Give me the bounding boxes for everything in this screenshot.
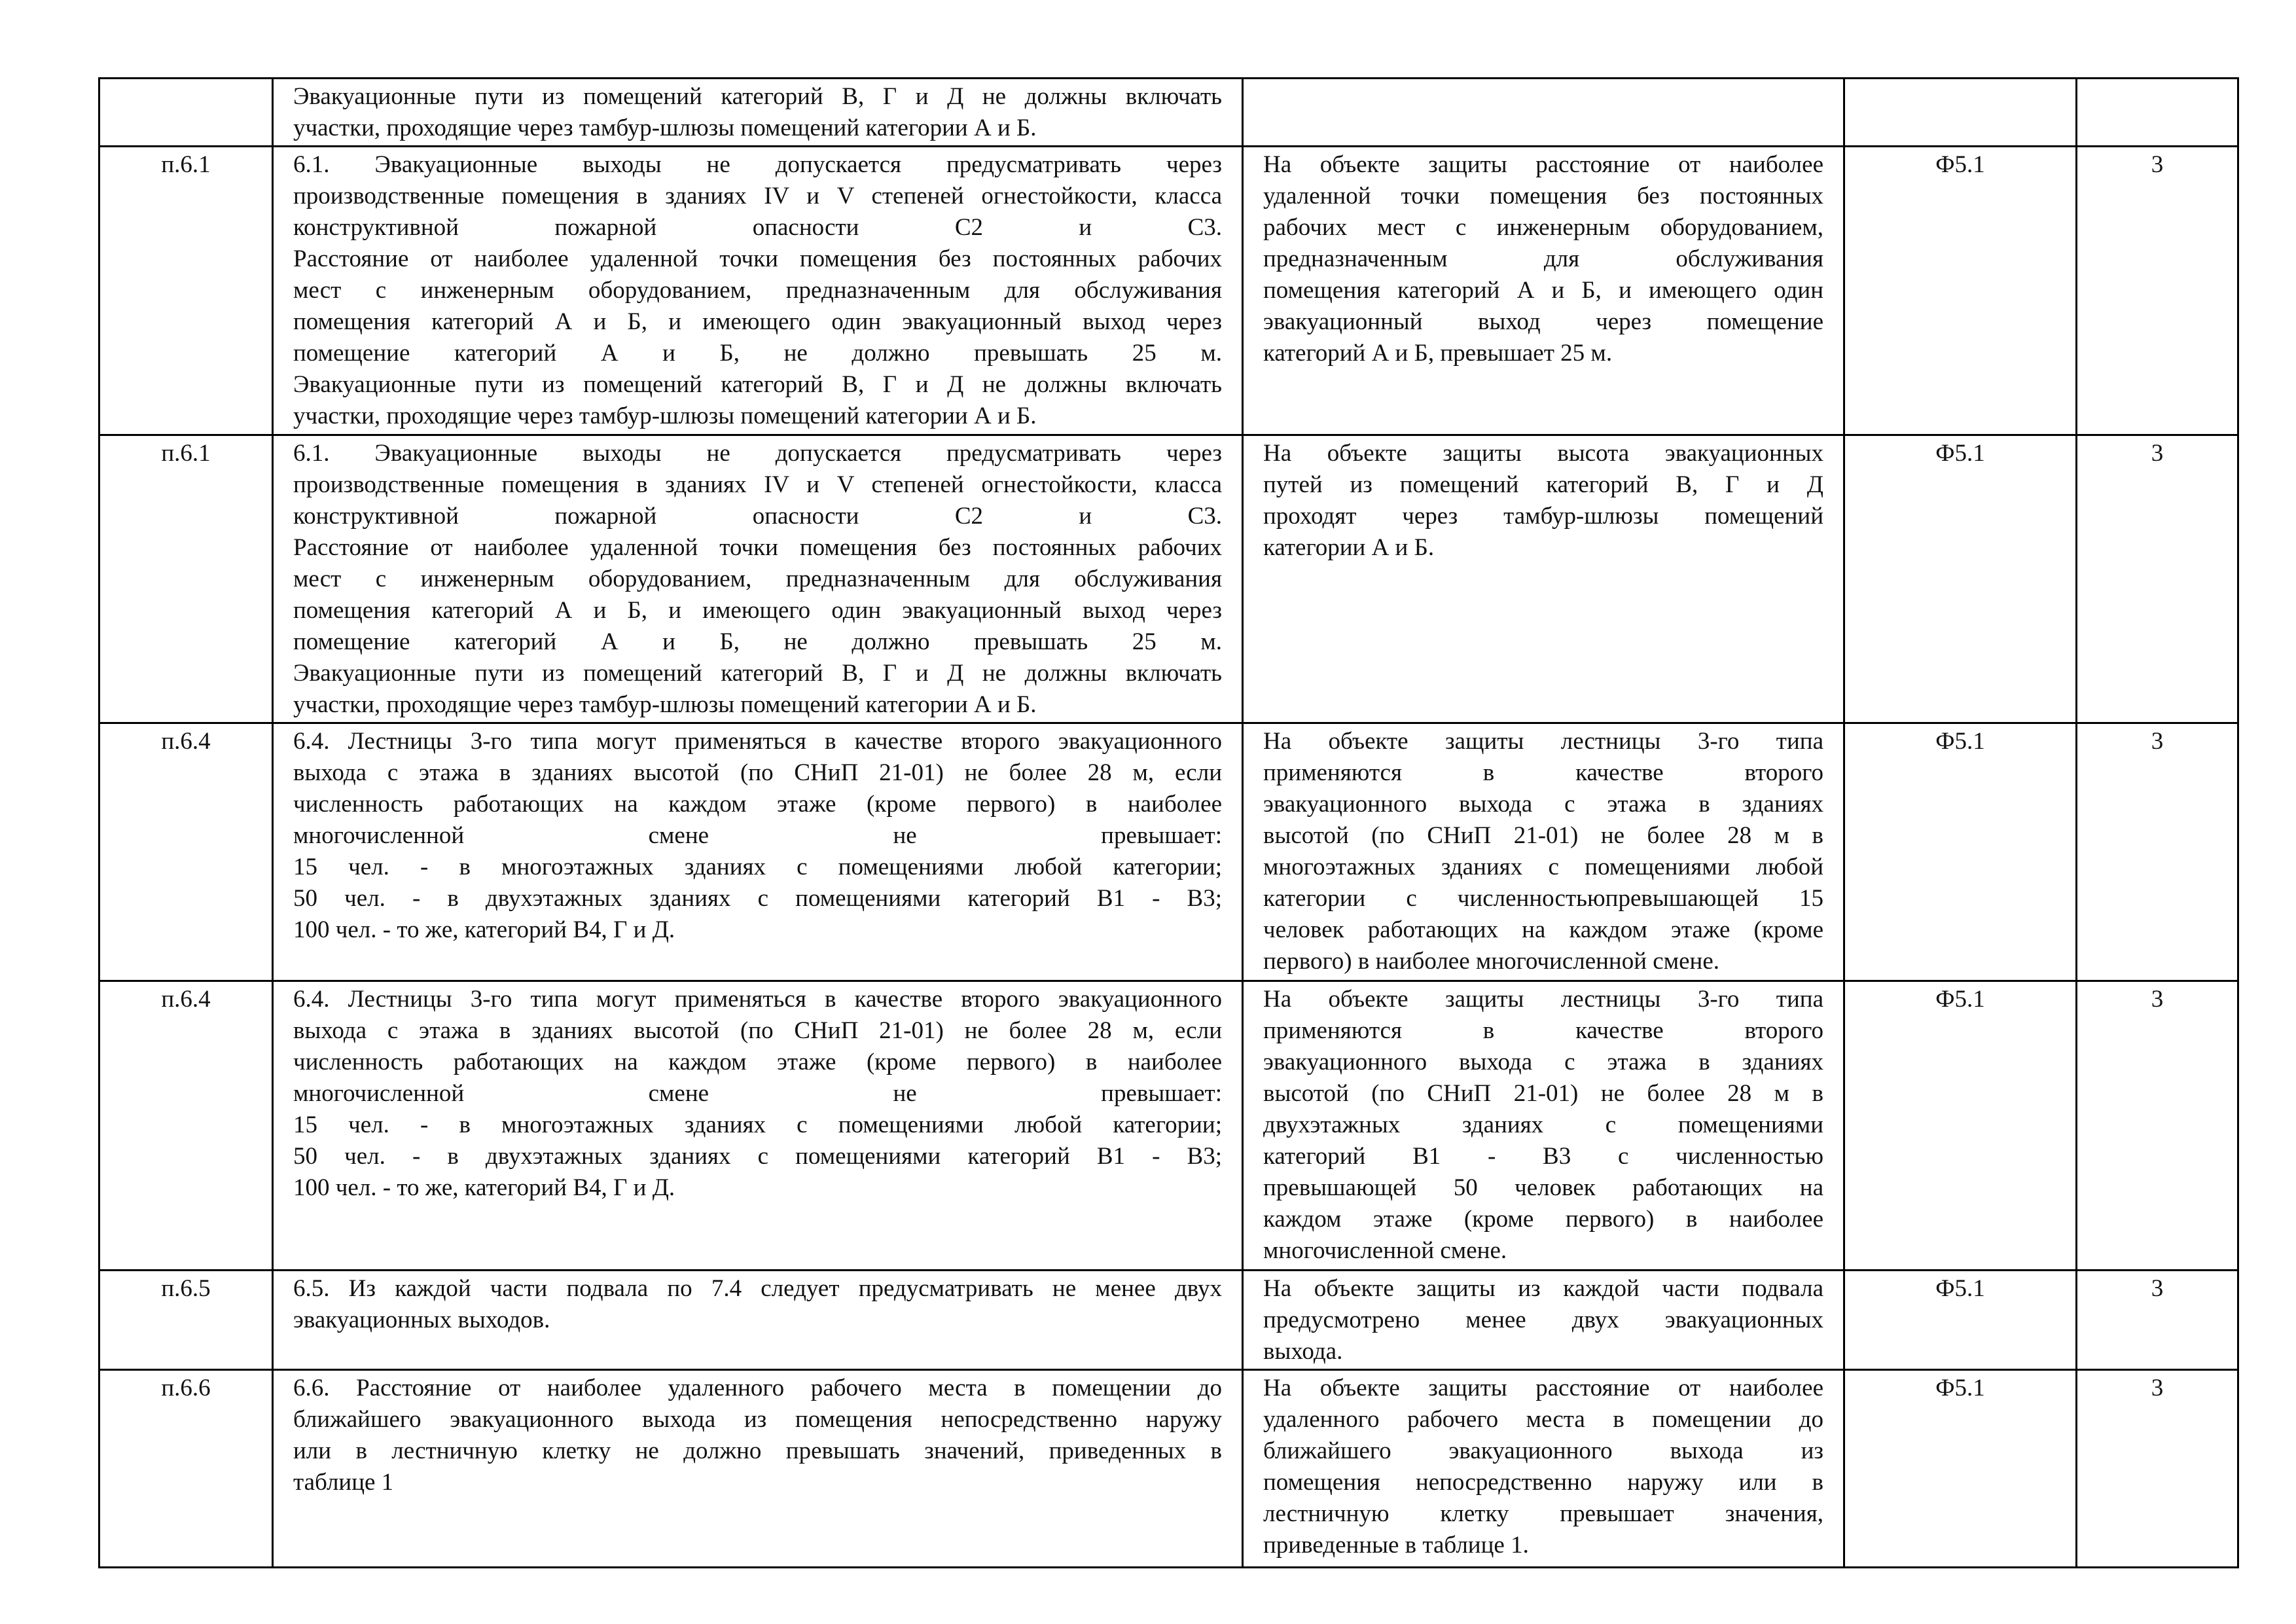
table-row	[99, 435, 2238, 723]
violation-line: удаленной точки помещения без постоянных	[1263, 183, 1823, 209]
requirement-line: 6.1. Эвакуационные выходы не допускается предусматривать через	[293, 440, 1222, 467]
clause-code-cell	[99, 435, 273, 723]
violation-line: На объекте защиты высота эвакуационных	[1263, 440, 1823, 467]
violation-line: предназначенным для обслуживания	[1263, 245, 1823, 272]
form-code-cell	[1844, 1370, 2077, 1568]
requirement-line: производственные помещения в зданиях IV и V степеней огнестойкости, класса	[293, 471, 1222, 498]
violation-cell	[1243, 147, 1844, 435]
number-cell	[2077, 981, 2238, 1271]
requirement-line: 100 чел. - то же, категорий В4, Г и Д.	[293, 916, 675, 943]
violation-line: На объекте защиты расстояние от наиболее	[1263, 151, 1823, 178]
number-cell	[2077, 435, 2238, 723]
violation-line: человек работающих на каждом этаже (кроме	[1263, 916, 1823, 943]
requirement-line: участки, проходящие через тамбур-шлюзы помещений категории А и Б.	[293, 403, 1037, 429]
requirement-line: 50 чел. - в двухэтажных зданиях с помещениями категорий В1 - В3;	[293, 885, 1222, 912]
requirement-line: Расстояние от наиболее удаленной точки помещения без постоянных рабочих	[293, 245, 1222, 272]
clause-code-cell	[99, 981, 273, 1271]
clause-code: п.6.6	[161, 1375, 211, 1401]
violation-line: На объекте защиты лестницы 3-го типа	[1263, 986, 1823, 1013]
violation-line: На объекте защиты из каждой части подвала	[1263, 1275, 1823, 1302]
requirement-line: численность работающих на каждом этаже (кроме первого) в наиболее	[293, 791, 1222, 818]
violation-cell	[1243, 1271, 1844, 1370]
clause-code: п.6.1	[161, 151, 211, 178]
table-row	[99, 1271, 2238, 1370]
violation-cell	[1243, 981, 1844, 1271]
violation-cell	[1243, 79, 1844, 147]
number-value: 3	[2151, 151, 2164, 178]
requirement-line: 100 чел. - то же, категорий В4, Г и Д.	[293, 1174, 675, 1201]
number-cell	[2077, 79, 2238, 147]
requirement-line: помещение категорий А и Б, не должно превышать 25 м.	[293, 628, 1222, 655]
violation-line: двухэтажных зданиях с помещениями	[1263, 1111, 1823, 1138]
number-cell	[2077, 147, 2238, 435]
requirement-line: Эвакуационные пути из помещений категорий В, Г и Д не должны включать	[293, 83, 1222, 110]
violation-line: удаленного рабочего места в помещении до	[1263, 1406, 1823, 1433]
violation-line: многочисленной смене.	[1263, 1237, 1507, 1264]
number-cell	[2077, 1370, 2238, 1568]
requirement-line: численность работающих на каждом этаже (кроме первого) в наиболее	[293, 1049, 1222, 1075]
clause-code: п.6.4	[161, 728, 211, 755]
form-code-cell	[1844, 981, 2077, 1271]
clause-code: п.6.5	[161, 1275, 211, 1302]
requirement-line: 6.1. Эвакуационные выходы не допускается предусматривать через	[293, 151, 1222, 178]
requirement-line: 6.6. Расстояние от наиболее удаленного рабочего места в помещении до	[293, 1375, 1222, 1401]
violation-line: каждом этаже (кроме первого) в наиболее	[1263, 1206, 1823, 1233]
form-code-cell	[1844, 435, 2077, 723]
requirement-line: эвакуационных выходов.	[293, 1307, 550, 1333]
requirement-line: участки, проходящие через тамбур-шлюзы помещений категории А и Б.	[293, 115, 1037, 141]
violation-line: лестничную клетку превышает значения,	[1263, 1500, 1823, 1527]
violation-line: эвакуационного выхода с этажа в зданиях	[1263, 791, 1823, 818]
requirement-line: ближайшего эвакуационного выхода из помещения непосредственно наружу	[293, 1406, 1222, 1433]
requirement-cell	[273, 723, 1243, 981]
requirement-line: многочисленной смене не превышает:	[293, 1080, 1222, 1107]
requirement-line: 6.4. Лестницы 3-го типа могут применяться в качестве второго эвакуационного	[293, 728, 1222, 755]
requirement-line: таблице 1	[293, 1469, 394, 1496]
requirement-line: 15 чел. - в многоэтажных зданиях с помещениями любой категории;	[293, 1111, 1222, 1138]
requirement-line: помещение категорий А и Б, не должно превышать 25 м.	[293, 340, 1222, 367]
violation-line: На объекте защиты лестницы 3-го типа	[1263, 728, 1823, 755]
requirement-cell	[273, 79, 1243, 147]
requirement-line: помещения категорий А и Б, и имеющего один эвакуационный выход через	[293, 308, 1222, 335]
table-row	[99, 723, 2238, 981]
violation-line: эвакуационный выход через помещение	[1263, 308, 1823, 335]
violation-line: применяются в качестве второго	[1263, 759, 1823, 786]
number-value: 3	[2151, 986, 2164, 1013]
requirement-line: 15 чел. - в многоэтажных зданиях с помещениями любой категории;	[293, 854, 1222, 880]
clause-code: п.6.1	[161, 440, 211, 467]
violation-line: категории А и Б.	[1263, 534, 1435, 561]
violation-line: категорий А и Б, превышает 25 м.	[1263, 340, 1613, 367]
requirement-line: Эвакуационные пути из помещений категорий В, Г и Д не должны включать	[293, 660, 1222, 687]
violation-line: превышающей 50 человек работающих на	[1263, 1174, 1823, 1201]
requirement-line: Эвакуационные пути из помещений категорий В, Г и Д не должны включать	[293, 371, 1222, 398]
violation-cell	[1243, 435, 1844, 723]
requirement-cell	[273, 1271, 1243, 1370]
requirement-cell	[273, 981, 1243, 1271]
form-code: Ф5.1	[1935, 728, 1985, 755]
clause-code-cell	[99, 147, 273, 435]
violation-line: высотой (по СНиП 21-01) не более 28 м в	[1263, 822, 1823, 849]
table-row	[99, 981, 2238, 1271]
number-cell	[2077, 723, 2238, 981]
requirement-line: конструктивной пожарной опасности С2 и С3.	[293, 503, 1222, 530]
violation-line: путей из помещений категорий В, Г и Д	[1263, 471, 1823, 498]
form-code-cell	[1844, 147, 2077, 435]
violation-line: рабочих мест с инженерным оборудованием,	[1263, 214, 1823, 241]
form-code: Ф5.1	[1935, 1275, 1985, 1302]
violation-line: многоэтажных зданиях с помещениями любой	[1263, 854, 1823, 880]
number-cell	[2077, 1271, 2238, 1370]
number-value: 3	[2151, 728, 2164, 755]
violation-line: проходят через тамбур-шлюзы помещений	[1263, 503, 1823, 530]
table-body	[99, 79, 2238, 1568]
requirement-line: 50 чел. - в двухэтажных зданиях с помещениями категорий В1 - В3;	[293, 1143, 1222, 1170]
violation-line: категории с численностьюпревышающей 15	[1263, 885, 1823, 912]
violation-line: категорий В1 - В3 с численностью	[1263, 1143, 1823, 1170]
requirement-line: производственные помещения в зданиях IV и V степеней огнестойкости, класса	[293, 183, 1222, 209]
violation-line: приведенные в таблице 1.	[1263, 1532, 1529, 1559]
requirement-line: или в лестничную клетку не должно превышать значений, приведенных в	[293, 1437, 1222, 1464]
requirement-cell	[273, 435, 1243, 723]
clause-code-cell	[99, 79, 273, 147]
clause-code-cell	[99, 1271, 273, 1370]
form-code: Ф5.1	[1935, 440, 1985, 467]
requirement-line: многочисленной смене не превышает:	[293, 822, 1222, 849]
violation-cell	[1243, 723, 1844, 981]
violation-line: помещения непосредственно наружу или в	[1263, 1469, 1823, 1496]
requirement-line: 6.5. Из каждой части подвала по 7.4 следует предусматривать не менее двух	[293, 1275, 1222, 1302]
requirement-cell	[273, 1370, 1243, 1568]
requirement-line: выхода с этажа в зданиях высотой (по СНиП 21-01) не более 28 м, если	[293, 759, 1222, 786]
clause-code-cell	[99, 1370, 273, 1568]
violation-line: высотой (по СНиП 21-01) не более 28 м в	[1263, 1080, 1823, 1107]
violation-line: применяются в качестве второго	[1263, 1017, 1823, 1044]
clause-code-cell	[99, 723, 273, 981]
violation-line: ближайшего эвакуационного выхода из	[1263, 1437, 1823, 1464]
violation-line: эвакуационного выхода с этажа в зданиях	[1263, 1049, 1823, 1075]
requirements-table	[98, 77, 2239, 1568]
requirement-line: участки, проходящие через тамбур-шлюзы помещений категории А и Б.	[293, 691, 1037, 718]
form-code: Ф5.1	[1935, 986, 1985, 1013]
form-code: Ф5.1	[1935, 1375, 1985, 1401]
requirement-line: конструктивной пожарной опасности С2 и С3.	[293, 214, 1222, 241]
form-code: Ф5.1	[1935, 151, 1985, 178]
violation-line: На объекте защиты расстояние от наиболее	[1263, 1375, 1823, 1401]
table-row	[99, 1370, 2238, 1568]
clause-code: п.6.4	[161, 986, 211, 1013]
requirement-line: мест с инженерным оборудованием, предназначенным для обслуживания	[293, 277, 1222, 304]
number-value: 3	[2151, 440, 2164, 467]
requirement-line: 6.4. Лестницы 3-го типа могут применяться в качестве второго эвакуационного	[293, 986, 1222, 1013]
number-value: 3	[2151, 1375, 2164, 1401]
violation-line: выхода.	[1263, 1338, 1343, 1365]
requirement-line: Расстояние от наиболее удаленной точки помещения без постоянных рабочих	[293, 534, 1222, 561]
requirement-line: мест с инженерным оборудованием, предназначенным для обслуживания	[293, 566, 1222, 592]
number-value: 3	[2151, 1275, 2164, 1302]
requirement-line: помещения категорий А и Б, и имеющего один эвакуационный выход через	[293, 597, 1222, 624]
requirement-line: выхода с этажа в зданиях высотой (по СНиП 21-01) не более 28 м, если	[293, 1017, 1222, 1044]
form-code-cell	[1844, 79, 2077, 147]
violation-line: первого) в наиболее многочисленной смене.	[1263, 948, 1720, 975]
table-row	[99, 147, 2238, 435]
violation-line: помещения категорий А и Б, и имеющего один	[1263, 277, 1823, 304]
violation-line: предусмотрено менее двух эвакуационных	[1263, 1307, 1823, 1333]
form-code-cell	[1844, 1271, 2077, 1370]
violation-cell	[1243, 1370, 1844, 1568]
requirement-cell	[273, 147, 1243, 435]
table-row	[99, 79, 2238, 147]
form-code-cell	[1844, 723, 2077, 981]
